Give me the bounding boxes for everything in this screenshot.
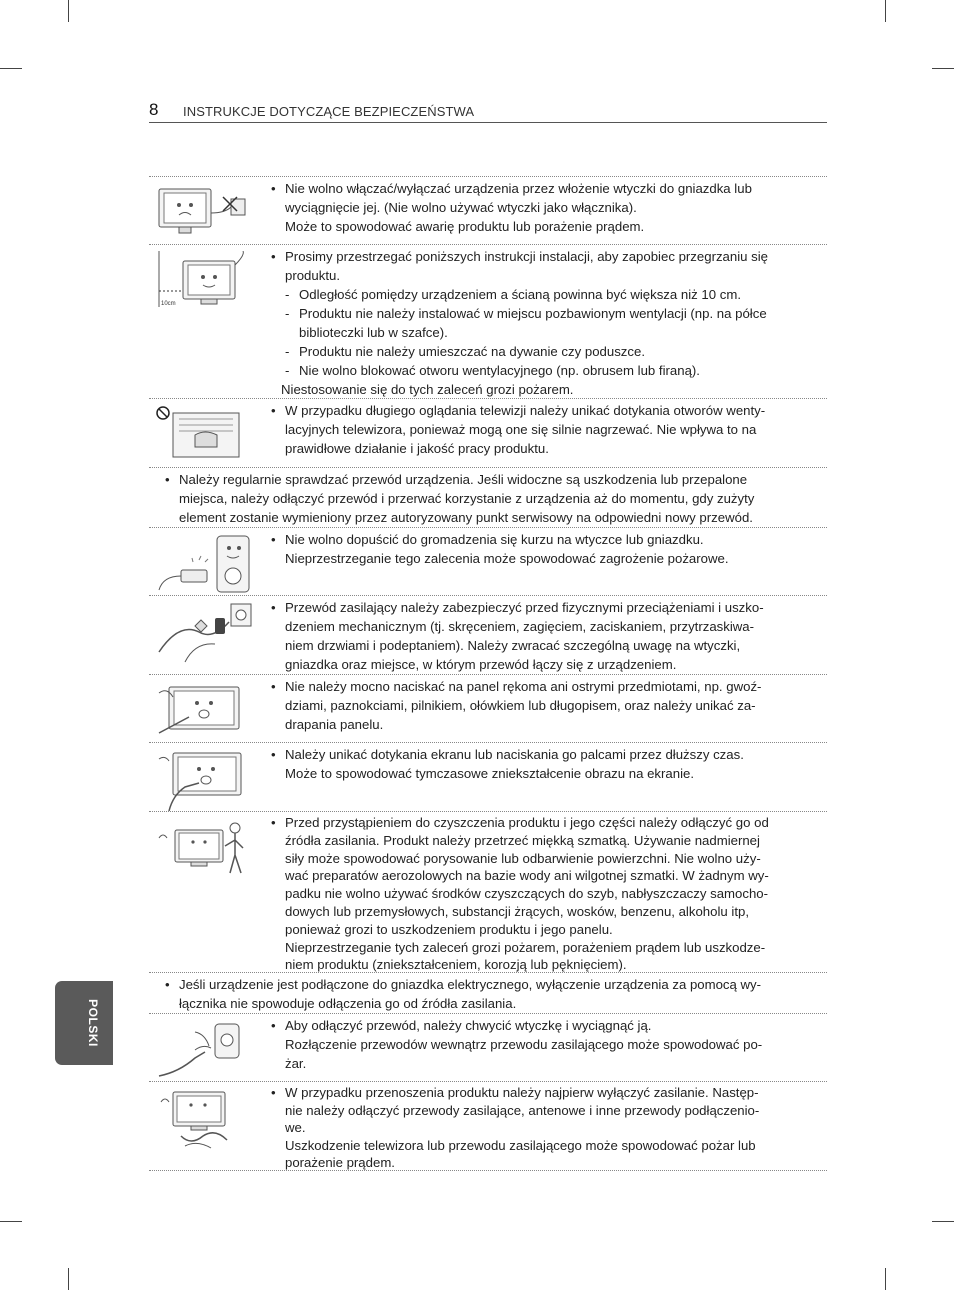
- illustration-tv-plug-icon: [149, 177, 267, 244]
- text-line: miejsca, należy odłączyć przewód i przerwać korzystanie z urządzenia aż do momentu, gdy zużyty: [179, 491, 755, 506]
- text-line: wać preparatów aerozolowych na bazie wody ani wilgotnej szmatki. W żadnym wy-: [285, 868, 769, 884]
- illustration-tv-wall-distance-icon: [149, 245, 267, 398]
- text-line: niem produktu (zniekształceniem, korozją lub pęknięciem).: [285, 957, 627, 973]
- instruction-row: [149, 1013, 827, 1081]
- instruction-text: [267, 399, 827, 467]
- instruction-text: [267, 245, 827, 398]
- crop-mark: [68, 1268, 69, 1290]
- instruction-text: [149, 468, 827, 527]
- bullet-line: • W przypadku przenoszenia produktu należy najpierw wyłączyć zasilanie. Następ-: [267, 1084, 827, 1102]
- illustration-tv-vents-icon: [149, 399, 267, 467]
- instruction-text: [267, 528, 827, 595]
- text-line: padku nie wolno używać środków czyszczących do szyb, nabłyszczaczy samocho-: [285, 886, 769, 902]
- instruction-text: [267, 1082, 827, 1170]
- dash-line: - Odległość pomiędzy urządzeniem a ścianą powinna być większa niż 10 cm.: [267, 285, 827, 304]
- text-line: drapania panelu.: [285, 717, 384, 732]
- bullet-line: • Nie należy mocno naciskać na panel rękoma ani ostrymi przedmiotami, np. gwoź-: [267, 677, 827, 696]
- instruction-row: [149, 527, 827, 595]
- text-line: nie należy odłączyć przewody zasilające, antenowe i inne przewody podłączenio-: [285, 1102, 760, 1118]
- text-line: Rozłączenie przewodów wewnątrz przewodu zasilającego może spowodować po-: [285, 1037, 763, 1052]
- text-line: źródła zasilania. Produkt należy przetrzeć miękką szmatką. Używanie nadmiernej: [285, 832, 760, 848]
- instruction-row: [149, 811, 827, 972]
- bullet-line: • W przypadku długiego oglądania telewizji należy unikać dotykania otworów wenty-: [267, 401, 827, 420]
- illustration-panel-pressure-icon: [149, 675, 267, 742]
- instruction-text: [267, 177, 827, 244]
- text-line: element zostanie wymieniony przez autoryzowany punkt serwisowy na odpowiedni nowy przewód.: [179, 510, 753, 525]
- text-line: dziami, paznokciami, pilnikiem, ołówkiem lub długopisem, oraz należy unikać za-: [285, 698, 756, 713]
- text-line: dzeniem mechanicznym (tj. skręceniem, zagięciem, zaciskaniem, przytrzaskiwa-: [285, 619, 755, 634]
- bullet-line: • Jeśli urządzenie jest podłączone do gniazdka elektrycznego, wyłączenie urządzenia za pomocą wy-: [161, 975, 827, 994]
- instruction-text: [267, 812, 827, 972]
- instruction-text: [267, 596, 827, 674]
- illustration-cleaning-tv-icon: [149, 812, 267, 972]
- crop-mark: [68, 0, 69, 22]
- text-line: ponieważ grozi to uszkodzeniem produktu i jego panelu.: [285, 921, 613, 937]
- dash-line: - Produktu nie należy umieszczać na dywanie czy poduszce.: [267, 342, 827, 361]
- text-line: siły może spowodować porysowanie lub odbarwienie powierzchni. Nie wolno uży-: [285, 850, 761, 866]
- crop-mark: [932, 1221, 954, 1222]
- section-title: INSTRUKCJE DOTYCZĄCE BEZPIECZEŃSTWA: [183, 104, 475, 119]
- text-line: produktu.: [285, 268, 340, 283]
- bullet-line: • Przed przystąpieniem do czyszczenia produktu i jego części należy odłączyć go od: [267, 814, 827, 832]
- bullet-line: • Nie wolno włączać/wyłączać urządzenia przez włożenie wtyczki do gniazdka lub: [267, 179, 827, 198]
- illustration-unplug-icon: [149, 1014, 267, 1081]
- instruction-text: [267, 743, 827, 811]
- illustration-cord-damage-icon: [149, 596, 267, 674]
- language-tab-label: POLSKI: [86, 999, 100, 1047]
- language-tab: [55, 981, 113, 1065]
- text-line: łącznika nie spowoduje odłączenia go od źródła zasilania.: [179, 996, 517, 1011]
- bullet-line: • Prosimy przestrzegać poniższych instrukcji instalacji, aby zapobiec przegrzaniu się: [267, 247, 827, 266]
- instruction-text: [267, 675, 827, 742]
- distance-label: 10cm: [161, 301, 176, 307]
- bullet-line: • Należy regularnie sprawdzać przewód urządzenia. Jeśli widoczne są uszkodzenia lub przepalone: [161, 470, 827, 489]
- instruction-row: [149, 244, 827, 398]
- text-line: niem drzwiami i podeptaniem). Należy zwracać szczególną uwagę na wtyczki,: [285, 638, 741, 653]
- text-line: Niestosowanie się do tych zaleceń grozi pożarem.: [281, 382, 574, 397]
- crop-mark: [0, 68, 22, 69]
- text-line: Nieprzestrzeganie tego zalecenia może spowodować zagrożenie pożarowe.: [285, 551, 729, 566]
- crop-mark: [885, 1268, 886, 1290]
- instruction-row: [149, 1081, 827, 1171]
- crop-mark: [0, 1221, 22, 1222]
- page-number: 8: [149, 100, 159, 119]
- text-line: żar.: [285, 1056, 307, 1071]
- text-line: Może to spowodować awarię produktu lub porażenie prądem.: [285, 219, 645, 234]
- text-line: biblioteczki lub w szafce).: [299, 325, 448, 340]
- text-line: Może to spowodować tymczasowe zniekształcenie obrazu na ekranie.: [285, 766, 695, 781]
- bullet-line: • Aby odłączyć przewód, należy chwycić wtyczkę i wyciągnąć ją.: [267, 1016, 827, 1035]
- dash-line: - Nie wolno blokować otworu wentylacyjnego (np. obrusem lub firaną).: [267, 361, 827, 380]
- instruction-row: [149, 176, 827, 244]
- instruction-text: [267, 1014, 827, 1081]
- text-line: gniazdka oraz miejsce, w którym przewód łączy się z urządzeniem.: [285, 657, 677, 672]
- text-line: lacyjnych telewizora, ponieważ mogą one się silnie nagrzewać. Nie wpływa to na: [285, 422, 757, 437]
- text-line: wyciągnięcie jej. (Nie wolno używać wtyczki jako włącznika).: [285, 200, 637, 215]
- safety-instructions-list: [149, 176, 827, 1171]
- dash-line: - Produktu nie należy instalować w miejscu pozbawionym wentylacji (np. na półce: [267, 304, 827, 323]
- instruction-text: [149, 973, 827, 1013]
- text-line: we.: [285, 1120, 306, 1136]
- instruction-row: [149, 595, 827, 674]
- instruction-row: [149, 398, 827, 467]
- illustration-tv-cables-icon: [149, 1082, 267, 1170]
- bullet-line: • Należy unikać dotykania ekranu lub naciskania go palcami przez dłuższy czas.: [267, 745, 827, 764]
- text-line: Uszkodzenie telewizora lub przewodu zasilającego może spowodować pożar lub: [285, 1137, 756, 1153]
- illustration-dusty-plug-icon: [149, 528, 267, 595]
- crop-mark: [932, 68, 954, 69]
- crop-mark: [885, 0, 886, 22]
- instruction-row: [149, 467, 827, 527]
- text-line: dowych lub przemysłowych, substancji żrących, wosków, benzenu, alkoholu itp,: [285, 903, 749, 919]
- illustration-finger-screen-icon: [149, 743, 267, 811]
- instruction-row: [149, 674, 827, 742]
- page-header: [149, 100, 827, 123]
- bullet-line: • Nie wolno dopuścić do gromadzenia się kurzu na wtyczce lub gniazdku.: [267, 530, 827, 549]
- text-line: prawidłowe działanie i jakość pracy produktu.: [285, 441, 549, 456]
- instruction-row: [149, 742, 827, 811]
- text-line: Nieprzestrzeganie tych zaleceń grozi pożarem, porażeniem prądem lub uszkodze-: [285, 939, 766, 955]
- text-line: porażenie prądem.: [285, 1155, 395, 1171]
- instruction-row: [149, 972, 827, 1013]
- bullet-line: • Przewód zasilający należy zabezpieczyć przed fizycznymi przeciążeniami i uszko-: [267, 598, 827, 617]
